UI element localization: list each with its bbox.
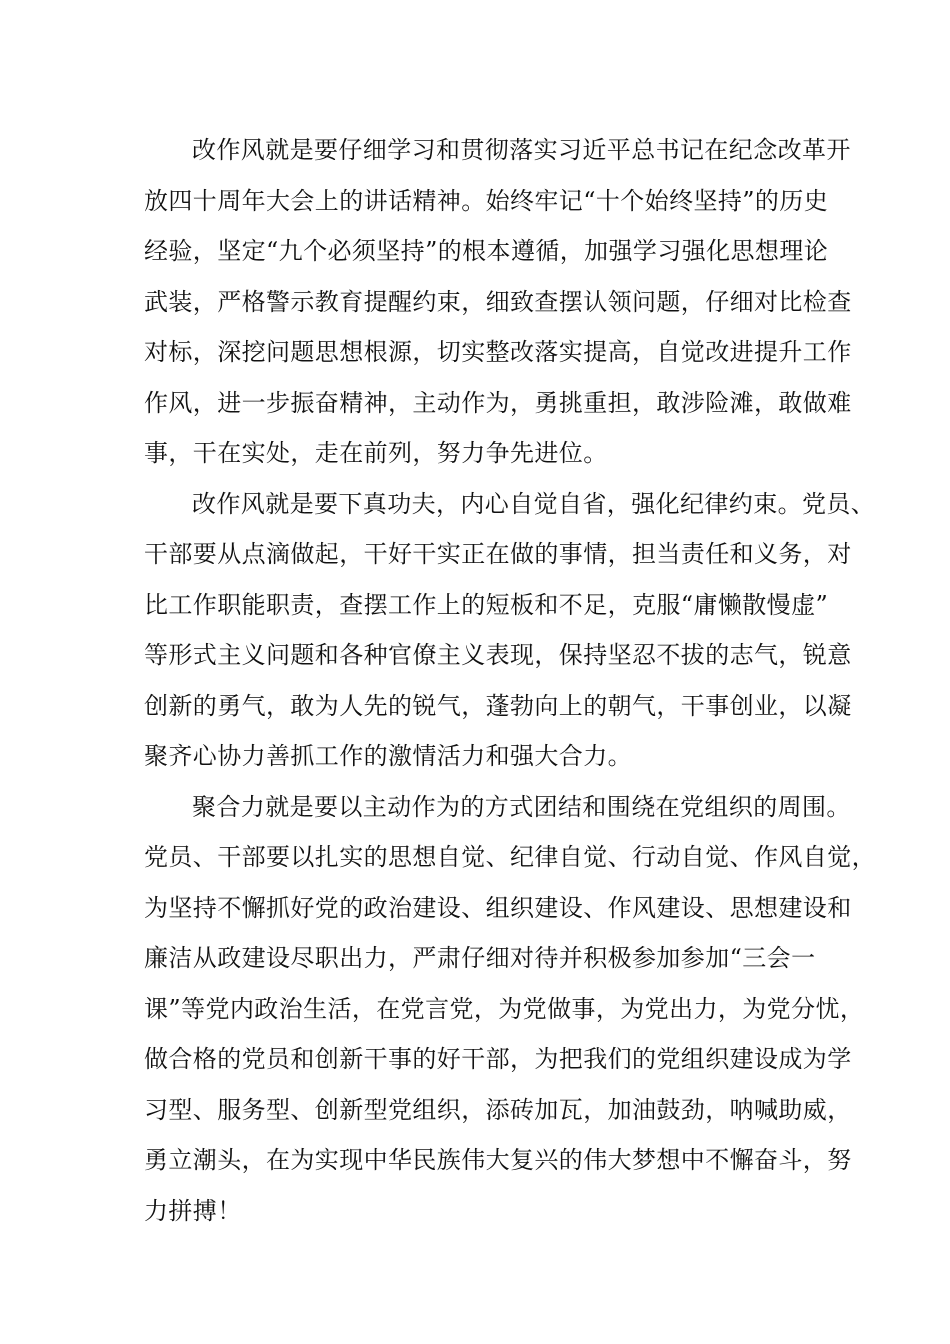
text-line: 课”等党内政治生活，在党言党，为党做事，为党出力，为党分忧， xyxy=(144,994,865,1023)
text-line: 创新的勇气，敢为人先的锐气，蓬勃向上的朝气，干事创业，以凝 xyxy=(144,691,852,720)
text-line: 干部要从点滴做起，干好干实正在做的事情，担当责任和义务，对 xyxy=(144,540,852,568)
text-line: 改作风就是要下真功夫，内心自觉自省，强化纪律约束。党员、 xyxy=(192,489,876,518)
text-line: 党员、干部要以扎实的思想自觉、纪律自觉、行动自觉、作风自觉， xyxy=(144,843,876,871)
text-line: 习型、服务型、创新型党组织，添砖加瓦，加油鼓劲，呐喊助威， xyxy=(144,1095,852,1124)
text-line: 经验，坚定“九个必须坚持”的根本遵循，加强学习强化思想理论 xyxy=(144,237,829,265)
text-line: 对标，深挖问题思想根源，切实整改落实提高，自觉改进提升工作 xyxy=(144,338,852,366)
text-line: 放四十周年大会上的讲话精神。始终牢记“十个始终坚持”的历史 xyxy=(144,186,829,215)
text-line: 聚合力就是要以主动作为的方式团结和围绕在党组织的周围。 xyxy=(192,792,851,821)
text-line: 聚齐心协力善抓工作的激情活力和强大合力。 xyxy=(144,742,632,770)
text-line: 做合格的党员和创新干事的好干部，为把我们的党组织建设成为学 xyxy=(144,1045,852,1073)
text-line: 改作风就是要仔细学习和贯彻落实习近平总书记在纪念改革开 xyxy=(192,136,851,164)
document-body xyxy=(144,125,876,1236)
text-line: 作风，进一步振奋精神，主动作为，勇挑重担，敢涉险滩，敢做难 xyxy=(144,388,852,417)
text-line: 廉洁从政建设尽职出力，严肃仔细对待并积极参加参加“三会一 xyxy=(144,944,816,972)
text-line: 为坚持不懈抓好党的政治建设、组织建设、作风建设、思想建设和 xyxy=(144,893,852,922)
paragraph-1 xyxy=(144,125,852,479)
text-line: 力拼搏！ xyxy=(144,1196,242,1225)
paragraph-3 xyxy=(144,782,876,1237)
text-line: 勇立潮头，在为实现中华民族伟大复兴的伟大梦想中不懈奋斗，努 xyxy=(144,1146,852,1174)
text-line: 武装，严格警示教育提醒约束，细致查摆认领问题，仔细对比检查 xyxy=(144,287,852,316)
paragraph-2 xyxy=(144,479,876,782)
text-line: 事，干在实处，走在前列，努力争先进位。 xyxy=(144,439,608,467)
text-line: 等形式主义问题和各种官僚主义表现，保持坚忍不拔的志气，锐意 xyxy=(144,641,852,669)
text-line: 比工作职能职责，查摆工作上的短板和不足，克服“庸懒散慢虚” xyxy=(144,590,829,619)
